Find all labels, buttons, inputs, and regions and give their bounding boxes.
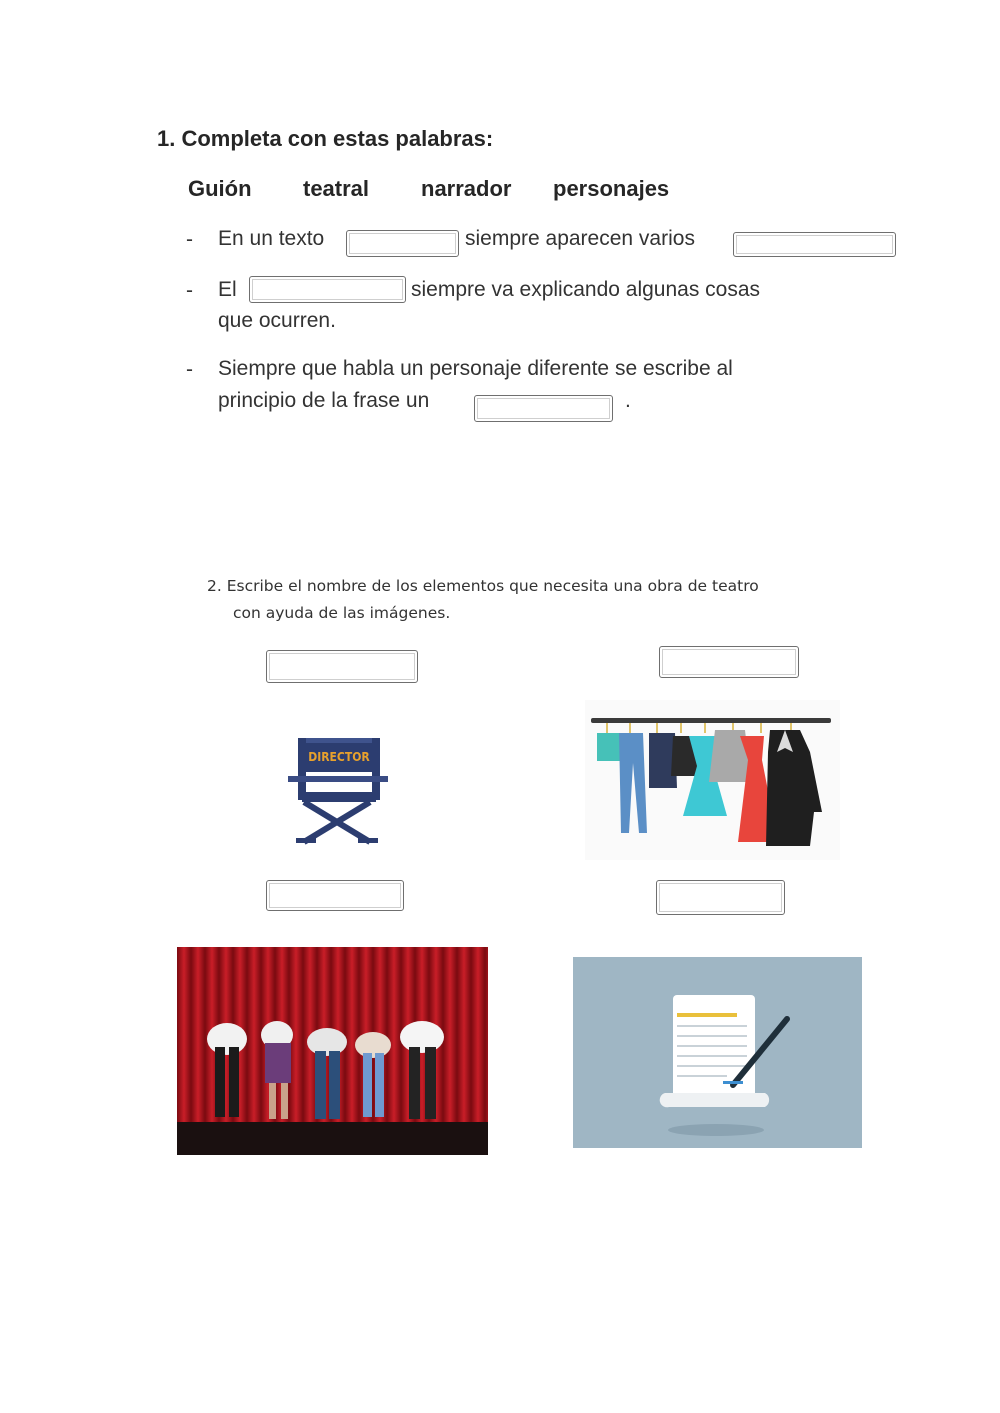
sentence-1-part-1: En un texto xyxy=(218,227,325,250)
sentence-3-end: . xyxy=(625,389,631,412)
blank-input-1[interactable] xyxy=(346,230,459,257)
clothes-rack-icon xyxy=(585,700,840,860)
bullet-dash: - xyxy=(186,358,193,381)
stage-curtain-icon xyxy=(177,947,488,1155)
sentence-2-part-3: que ocurren. xyxy=(218,309,336,332)
blank-input-4[interactable] xyxy=(474,395,613,422)
answer-input-costumes[interactable] xyxy=(659,646,799,678)
sentence-1-part-2: siempre aparecen varios xyxy=(465,227,695,250)
exercise-2-line-1: 2. Escribe el nombre de los elementos que necesita una obra de teatro xyxy=(207,577,759,595)
word-personajes: personajes xyxy=(553,176,670,201)
actors-bowing-image xyxy=(177,947,488,1155)
exercise-2-instructions xyxy=(207,573,759,627)
sentence-2-part-2: siempre va explicando algunas cosas xyxy=(411,278,761,301)
exercise-1-title: 1. Completa con estas palabras: xyxy=(157,126,494,151)
blank-input-3[interactable] xyxy=(249,276,406,303)
script-image xyxy=(573,957,862,1148)
clothes-rack-image xyxy=(585,700,840,860)
answer-input-actors[interactable] xyxy=(266,880,404,911)
sentence-3-part-1: Siempre que habla un personaje diferente se escribe al xyxy=(218,357,733,380)
director-chair-icon xyxy=(282,732,392,847)
script-scroll-icon xyxy=(573,957,862,1148)
chair-label: DIRECTOR xyxy=(308,750,370,764)
bullet-dash: - xyxy=(186,279,193,302)
sentence-3-part-2: principio de la frase un xyxy=(218,389,430,412)
exercise-2-line-2: con ayuda de las imágenes. xyxy=(233,604,451,622)
blank-input-2[interactable] xyxy=(733,232,896,257)
director-chair-image xyxy=(282,732,392,847)
answer-input-script[interactable] xyxy=(656,880,785,915)
word-teatral: teatral xyxy=(303,176,370,201)
word-guion: Guión xyxy=(188,176,252,201)
word-narrador: narrador xyxy=(421,176,512,201)
sentence-2-part-1: El xyxy=(218,278,237,301)
answer-input-director[interactable] xyxy=(266,650,418,683)
bullet-dash: - xyxy=(186,228,193,251)
